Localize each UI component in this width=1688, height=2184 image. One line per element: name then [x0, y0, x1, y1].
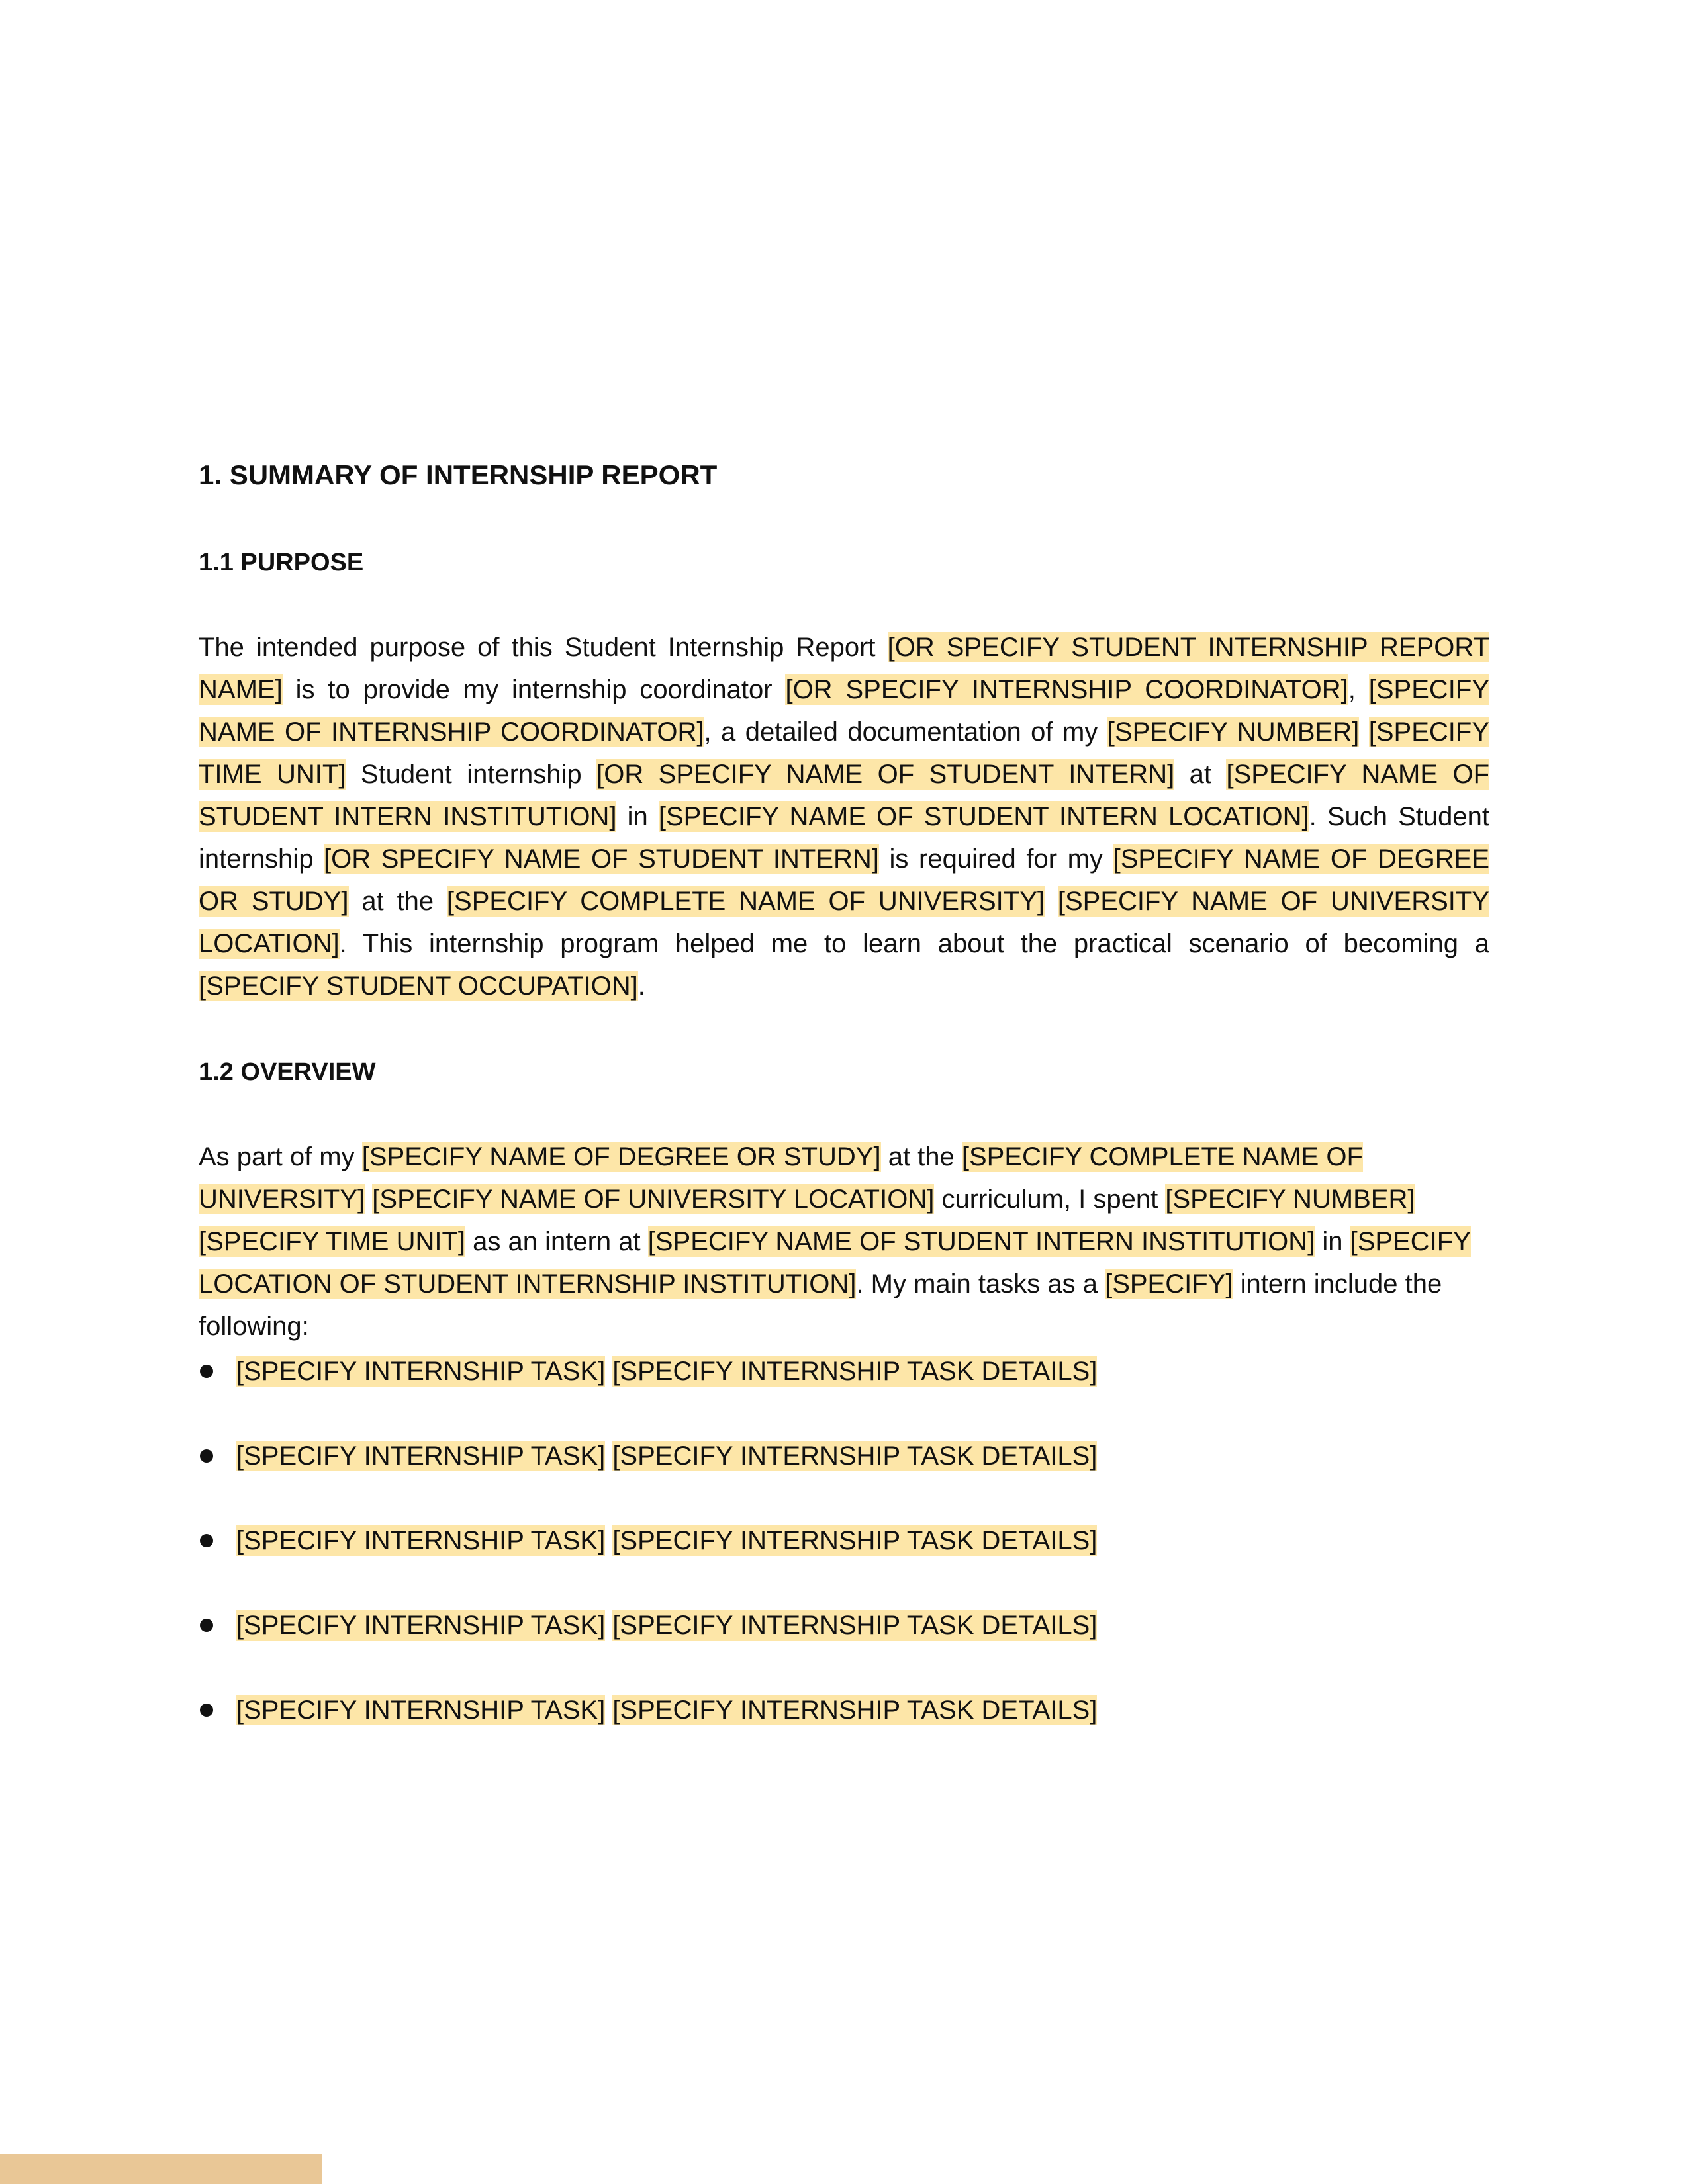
task-list-item — [199, 1689, 1489, 1731]
placeholder-field[interactable]: [SPECIFY TIME UNIT] — [199, 1227, 466, 1256]
purpose-text: at — [1174, 760, 1227, 789]
task-details-field[interactable]: [SPECIFY INTERNSHIP TASK DETAILS] — [612, 1611, 1098, 1640]
purpose-text: at the — [348, 887, 447, 916]
placeholder-field[interactable]: [SPECIFY NUMBER] — [1165, 1185, 1415, 1214]
bullet-icon — [200, 1534, 213, 1547]
placeholder-field[interactable]: [SPECIFY NAME OF STUDENT INTERN INSTITUTION] — [199, 760, 1490, 831]
purpose-text: , a detailed documentation of my — [704, 717, 1107, 747]
purpose-text: , — [1348, 675, 1369, 704]
bullet-icon — [200, 1449, 213, 1463]
purpose-text: The intended purpose of this Student Internship Report — [199, 633, 888, 662]
placeholder-field[interactable]: [SPECIFY NAME OF UNIVERSITY LOCATION] — [199, 887, 1489, 958]
placeholder-field[interactable]: [SPECIFY NUMBER] — [1107, 717, 1360, 747]
footer-accent-bar — [0, 2154, 322, 2184]
placeholder-field[interactable]: [SPECIFY NAME OF STUDENT INTERN INSTITUTION] — [647, 1227, 1315, 1256]
purpose-text — [1359, 717, 1368, 747]
task-field[interactable]: [SPECIFY INTERNSHIP TASK] — [236, 1611, 606, 1640]
placeholder-field[interactable]: [SPECIFY NAME OF STUDENT INTERN LOCATION] — [658, 802, 1309, 831]
overview-text: . My main tasks as a — [856, 1269, 1105, 1298]
placeholder-field[interactable]: [OR SPECIFY STUDENT INTERNSHIP REPORT NAME] — [199, 633, 1490, 704]
overview-text: in — [1315, 1227, 1350, 1256]
task-details-field[interactable]: [SPECIFY INTERNSHIP TASK DETAILS] — [612, 1441, 1098, 1471]
placeholder-field[interactable]: [SPECIFY STUDENT OCCUPATION] — [199, 972, 638, 1001]
placeholder-field[interactable]: [SPECIFY NAME OF INTERNSHIP COORDINATOR] — [199, 675, 1490, 747]
placeholder-field[interactable]: [SPECIFY COMPLETE NAME OF UNIVERSITY] — [199, 1142, 1363, 1214]
task-list-item — [199, 1350, 1489, 1392]
placeholder-field[interactable]: [OR SPECIFY NAME OF STUDENT INTERN] — [324, 844, 879, 874]
placeholder-field[interactable]: [SPECIFY NAME OF UNIVERSITY LOCATION] — [372, 1185, 935, 1214]
overview-paragraph — [199, 1136, 1489, 1347]
task-details-field[interactable]: [SPECIFY INTERNSHIP TASK DETAILS] — [612, 1357, 1098, 1386]
purpose-paragraph — [199, 626, 1489, 1007]
purpose-text: . This internship program helped me to learn about the practical scenario of becoming a — [339, 929, 1489, 958]
placeholder-field[interactable]: [SPECIFY NAME OF DEGREE OR STUDY] — [199, 844, 1489, 916]
purpose-text: . Such Student internship — [199, 802, 1490, 874]
purpose-text: in — [616, 802, 659, 831]
bullet-icon — [200, 1365, 213, 1378]
purpose-text: is to provide my internship coordinator — [282, 675, 786, 704]
overview-text: intern include the following: — [199, 1269, 1442, 1341]
placeholder-field[interactable]: [SPECIFY] — [1105, 1269, 1233, 1298]
page-title: 1. SUMMARY OF INTERNSHIP REPORT — [199, 459, 718, 490]
task-list — [199, 1350, 1489, 1774]
placeholder-field[interactable]: [SPECIFY COMPLETE NAME OF UNIVERSITY] — [446, 887, 1045, 916]
overview-text: As part of my — [199, 1142, 362, 1171]
task-field[interactable]: [SPECIFY INTERNSHIP TASK] — [236, 1357, 606, 1386]
task-list-item — [199, 1520, 1489, 1562]
placeholder-field[interactable]: [OR SPECIFY INTERNSHIP COORDINATOR] — [785, 675, 1348, 704]
purpose-heading: 1.1 PURPOSE — [199, 549, 364, 576]
overview-text: curriculum, I spent — [934, 1185, 1166, 1214]
purpose-text: . — [637, 972, 645, 1001]
task-field[interactable]: [SPECIFY INTERNSHIP TASK] — [236, 1441, 606, 1471]
overview-heading: 1.2 OVERVIEW — [199, 1058, 376, 1086]
bullet-icon — [200, 1619, 213, 1632]
task-details-field[interactable]: [SPECIFY INTERNSHIP TASK DETAILS] — [612, 1696, 1098, 1725]
task-details-field[interactable]: [SPECIFY INTERNSHIP TASK DETAILS] — [612, 1526, 1098, 1555]
placeholder-field[interactable]: [SPECIFY NAME OF DEGREE OR STUDY] — [361, 1142, 881, 1171]
overview-text — [365, 1185, 372, 1214]
placeholder-field[interactable]: [SPECIFY LOCATION OF STUDENT INTERNSHIP INSTITUTION] — [199, 1227, 1471, 1298]
purpose-text: is required for my — [878, 844, 1113, 874]
purpose-text: Student internship — [346, 760, 597, 789]
task-list-item — [199, 1435, 1489, 1477]
overview-text: at the — [880, 1142, 962, 1171]
purpose-text — [1045, 887, 1058, 916]
task-field[interactable]: [SPECIFY INTERNSHIP TASK] — [236, 1696, 606, 1725]
task-field[interactable]: [SPECIFY INTERNSHIP TASK] — [236, 1526, 606, 1555]
placeholder-field[interactable]: [OR SPECIFY NAME OF STUDENT INTERN] — [596, 760, 1175, 789]
placeholder-field[interactable]: [SPECIFY TIME UNIT] — [199, 717, 1489, 789]
bullet-icon — [200, 1704, 213, 1717]
task-list-item — [199, 1604, 1489, 1647]
overview-text: as an intern at — [465, 1227, 648, 1256]
